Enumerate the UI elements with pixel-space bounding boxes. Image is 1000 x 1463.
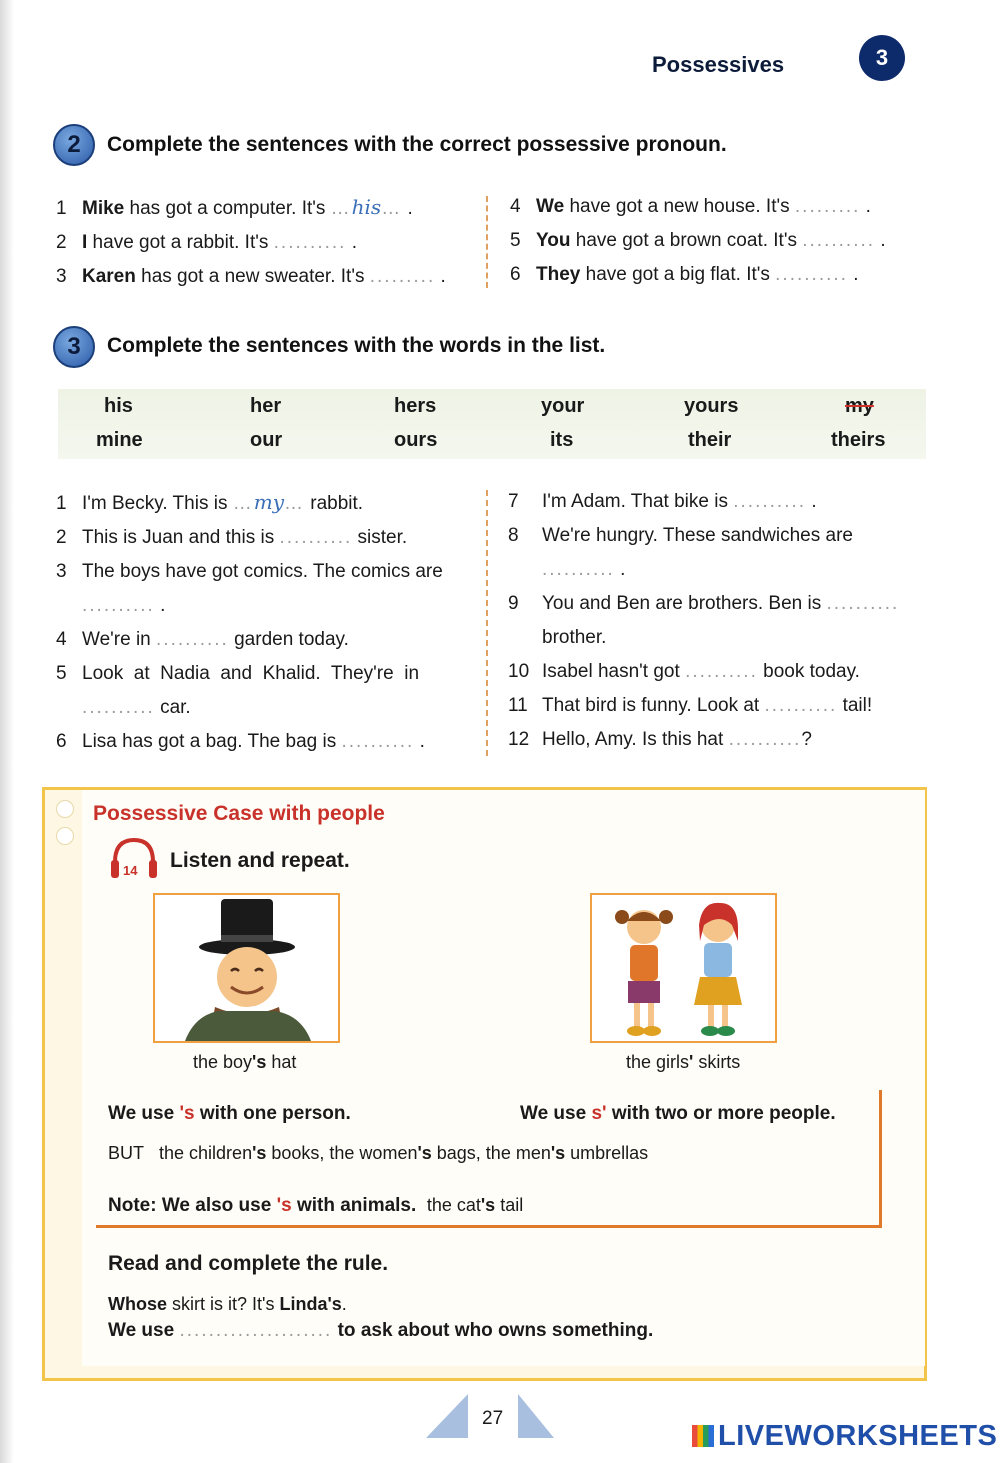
exercise-3-badge: 3 [53, 326, 95, 368]
binder-hole-icon [56, 827, 74, 845]
rule-note-animals: Note: We also use 's with animals. the cat's tail [108, 1195, 524, 1216]
ex3-item-8: 8 We're hungry. These sandwiches are [508, 525, 853, 546]
unit-title: Possessives [652, 52, 785, 77]
liveworksheets-logo: LIVEWORKSHEETS [692, 1420, 997, 1453]
ex2-blank-5[interactable]: .......... [802, 230, 876, 251]
liveworksheets-logo-icon [692, 1425, 714, 1447]
ex3-item-9: 9 You and Ben are brothers. Ben is .......... [508, 593, 900, 614]
ex3-blank-11[interactable]: .......... [764, 695, 838, 716]
word-hers: hers [394, 395, 437, 417]
ex3-item-7: 7 I'm Adam. That bike is .......... . [508, 491, 817, 512]
word-your: your [541, 395, 585, 417]
exercise-3-title: Complete the sentences with the words in the list. [107, 334, 606, 357]
two-girls-picture [590, 893, 777, 1043]
ex2-blank-3[interactable]: ......... [369, 266, 436, 287]
exercise-2-right-column [510, 190, 886, 292]
ex2-item-6: 6 They have got a big flat. It's .......... . [510, 264, 859, 285]
ex3-blank-10[interactable]: .......... [685, 661, 758, 682]
word-its: its [550, 429, 574, 451]
ex2-blank-2[interactable]: .......... [273, 232, 347, 253]
ex3-blank-4[interactable]: .......... [156, 629, 229, 650]
word-list-box [58, 389, 926, 459]
ex2-blank-4[interactable]: ......... [794, 196, 861, 217]
word-yours: yours [684, 395, 739, 417]
ex3-item-11: 11 That bird is funny. Look at .......... tail! [508, 695, 873, 716]
rule-but-examples: BUT the children's books, the women's bags, the men's umbrellas [108, 1143, 649, 1163]
page-corner-left-icon [426, 1394, 468, 1438]
rule-one-person: We use 's with one person. [108, 1103, 351, 1124]
exercise-2-left-column [56, 190, 446, 294]
ex3-blank-7[interactable]: .......... [733, 491, 807, 512]
ex3-item-3: 3 The boys have got comics. The comics are [56, 561, 443, 582]
word-his: his [104, 395, 133, 417]
ex3-blank-12[interactable]: .......... [728, 729, 802, 750]
page-number: 27 [482, 1408, 504, 1429]
ex3-blank-6[interactable]: .......... [341, 731, 415, 752]
word-our: our [250, 429, 283, 451]
ex3-item-8-cont: .......... . [542, 559, 626, 580]
ex3-item-5: 5 Look at Nadia and Khalid. They're in [56, 663, 420, 684]
word-my-crossed: my [845, 395, 874, 417]
rule-two-or-more-people: We use s' with two or more people. [520, 1103, 836, 1124]
page-corner-right-icon [518, 1394, 554, 1438]
ex3-item-4: 4 We're in .......... garden today. [56, 629, 349, 650]
ex3-item-1: 1 I'm Becky. This is …my… rabbit. [56, 490, 364, 514]
ex3-answer-1[interactable]: my [253, 490, 284, 514]
ex3-blank-2[interactable]: .......... [279, 527, 353, 548]
possessive-case-title: Possessive Case with people [93, 802, 385, 825]
word-ours: ours [394, 429, 438, 451]
read-complete-title: Read and complete the rule. [108, 1252, 389, 1275]
exercise-3-right-column [508, 485, 899, 757]
caption-boys-hat: the boy's hat [193, 1052, 297, 1072]
ex3-item-9-cont: brother. [542, 627, 607, 648]
word-theirs: theirs [831, 429, 886, 451]
word-mine: mine [96, 429, 143, 451]
track-number: 14 [123, 863, 138, 878]
ex2-item-2: 2 I have got a rabbit. It's .......... . [56, 232, 357, 253]
ex2-item-3: 3 Karen has got a new sweater. It's ......... . [56, 266, 446, 287]
ex3-item-5-cont: .......... car. [82, 697, 191, 718]
ex3-item-6: 6 Lisa has got a bag. The bag is .......... . [56, 731, 425, 752]
ex3-item-2: 2 This is Juan and this is .......... sister. [56, 527, 408, 548]
word-her: her [250, 395, 282, 417]
unit-number-badge: 3 [859, 35, 905, 81]
ex3-item-10: 10 Isabel hasn't got .......... book today. [508, 661, 860, 682]
ex3-blank-3[interactable]: .......... [82, 595, 155, 616]
rule-blank[interactable]: ..................... [179, 1320, 333, 1341]
binder-hole-icon [56, 800, 74, 818]
ex2-blank-6[interactable]: .......... [775, 264, 848, 285]
ex3-item-3-cont: .......... . [82, 595, 166, 616]
ex2-divider [486, 196, 488, 288]
ex3-blank-5[interactable]: .......... [82, 697, 155, 718]
ex2-item-1: 1 Mike has got a computer. It's …his… . [56, 195, 413, 219]
ex3-divider [486, 490, 488, 756]
whose-example: Whose skirt is it? It's Linda's. [108, 1294, 347, 1314]
exercise-2-title: Complete the sentences with the correct possessive pronoun. [107, 133, 727, 156]
word-their: their [688, 429, 732, 451]
boy-with-hat-picture [153, 893, 340, 1043]
exercise-2-badge: 2 [53, 124, 95, 166]
ex3-blank-9[interactable]: .......... [826, 593, 900, 614]
caption-girls-skirts: the girls' skirts [626, 1052, 741, 1072]
ex3-item-12: 12 Hello, Amy. Is this hat ..........? [508, 729, 812, 750]
possessive-case-inner [82, 790, 925, 1366]
exercise-3-left-column [56, 485, 468, 759]
ex2-answer-1[interactable]: his [351, 195, 382, 219]
page-edge-shadow [0, 0, 14, 1463]
ex2-item-4: 4 We have got a new house. It's ......... . [510, 196, 871, 217]
ex3-blank-8[interactable]: .......... [542, 559, 615, 580]
ex2-item-5: 5 You have got a brown coat. It's .......... . [510, 230, 886, 251]
rule-completion: We use ..................... to ask about who owns something. [108, 1320, 654, 1341]
listen-instruction: Listen and repeat. [170, 849, 350, 872]
